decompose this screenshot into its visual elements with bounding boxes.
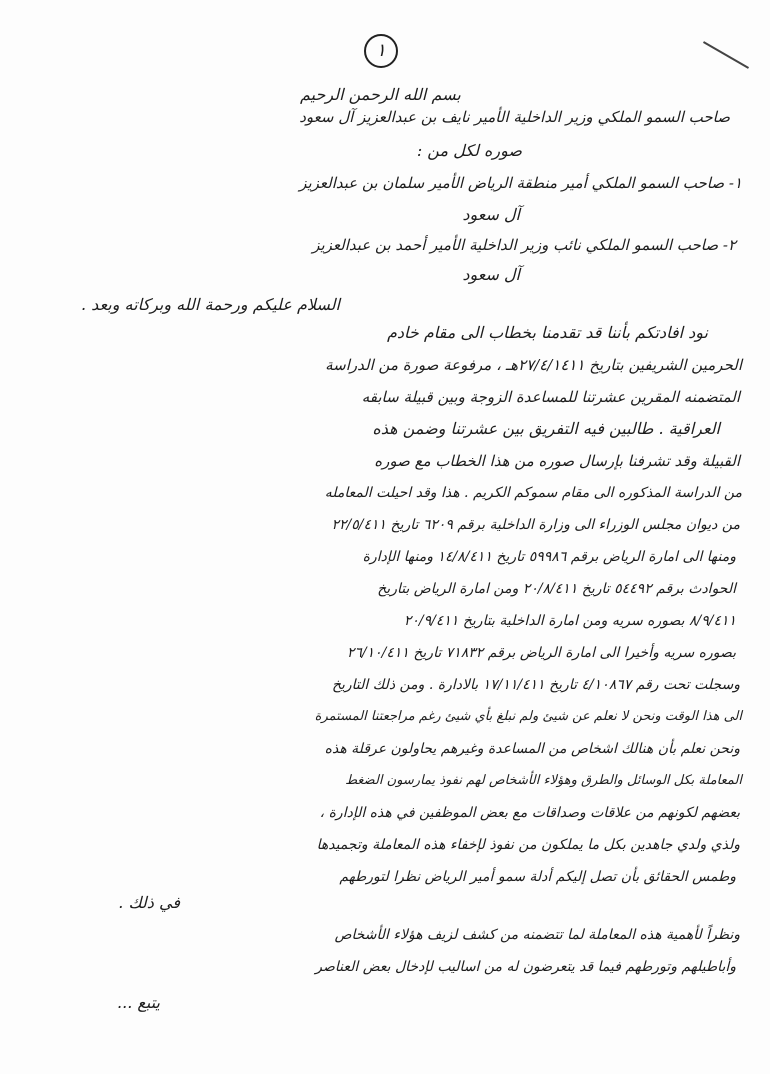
body-line: وطمس الحقائق بأن تصل إليكم أدلة سمو أمير الرياض نظرا لتورطهم: [339, 869, 736, 885]
copy-to-line: صوره لكل من :: [416, 141, 522, 160]
recipient-2: ٢- صاحب السمو الملكي نائب وزير الداخلية الأمير أحمد بن عبدالعزيز: [312, 236, 736, 254]
recipient-1: ١- صاحب السمو الملكي أمير منطقة الرياض الأمير سلمان بن عبدالعزيز: [299, 174, 742, 192]
body-line: من الدراسة المذكوره الى مقام سموكم الكريم . هذا وقد احيلت المعامله: [324, 485, 742, 501]
recipient-1-family: آل سعود: [462, 205, 520, 224]
body-line: المتضمنه المقرين عشرتنا للمساعدة الزوجة وبين قبيلة سابقه: [361, 388, 740, 406]
body-line: ومنها الى امارة الرياض برقم ٥٩٩٨٦ تاريخ ١٤/٨/٤١١ ومنها الإدارة: [362, 549, 736, 565]
body-line: ونظراً لأهمية هذه المعاملة لما تتضمنه من كشف لزيف هؤلاء الأشخاص: [334, 927, 740, 943]
body-line: ونحن نعلم بأن هنالك اشخاص من المساعدة وغيرهم يحاولون عرقلة هذه: [324, 741, 740, 757]
body-line: بعضهم لكونهم من علاقات وصداقات مع بعض الموظفين في هذه الإدارة ،: [319, 805, 740, 821]
body-line: الحرمين الشريفين بتاريخ ٢٧/٤/١٤١١هـ ، مرفوعة صورة من الدراسة: [325, 356, 742, 374]
body-line: وأباطيلهم وتورطهم فيما قد يتعرضون له من اساليب لإدخال بعض العناصر: [315, 959, 736, 975]
body-line: في ذلك .: [118, 893, 180, 912]
addressee-line: صاحب السمو الملكي وزير الداخلية الأمير نايف بن عبدالعزيز آل سعود: [299, 108, 730, 126]
corner-pen-mark: [703, 41, 749, 69]
body-line: القبيلة وقد تشرفنا بإرسال صوره من هذا الخطاب مع صوره: [374, 452, 740, 470]
basmala: بسم الله الرحمن الرحيم: [300, 85, 461, 104]
body-line: الحوادث برقم ٥٤٤٩٢ تاريخ ٢٠/٨/٤١١ ومن امارة الرياض بتاريخ: [377, 581, 736, 597]
body-line: بصوره سريه وأخيرا الى امارة الرياض برقم ٧١٨٣٢ تاريخ ٢٦/١٠/٤١١: [346, 645, 736, 661]
body-line: ولذي ولدي جاهدين بكل ما يملكون من نفوذ لإخفاء هذه المعاملة وتجميدها: [316, 837, 740, 853]
body-line: الى هذا الوقت ونحن لا نعلم عن شيئ ولم نبلغ بأي شيئ رغم مراجعتنا المستمرة: [314, 709, 742, 724]
page-number: ١: [364, 34, 398, 68]
body-line: من ديوان مجلس الوزراء الى وزارة الداخلية برقم ٦٢٠٩ تاريخ ٢٢/٥/٤١١: [331, 517, 740, 533]
body-line: ٨/٩/٤١١ بصوره سريه ومن امارة الداخلية بتاريخ ٢٠/٩/٤١١: [403, 613, 736, 629]
body-line: وسجلت تحت رقم ٤/١٠٨٦٧ تاريخ ١٧/١١/٤١١ بالادارة . ومن ذلك التاريخ: [331, 677, 740, 693]
body-line: نود افادتكم بأننا قد تقدمنا بخطاب الى مقام خادم: [386, 323, 708, 342]
recipient-2-family: آل سعود: [462, 265, 520, 284]
body-line: المعاملة بكل الوسائل والطرق وهؤلاء الأشخاص لهم نفوذ يمارسون الضغط: [345, 773, 742, 788]
greeting-line: السلام عليكم ورحمة الله وبركاته وبعد .: [81, 295, 340, 314]
body-line: العراقية . طالبين فيه التفريق بين عشرتنا وضمن هذه: [372, 419, 720, 438]
continued-marker: يتبع ...: [117, 993, 160, 1012]
